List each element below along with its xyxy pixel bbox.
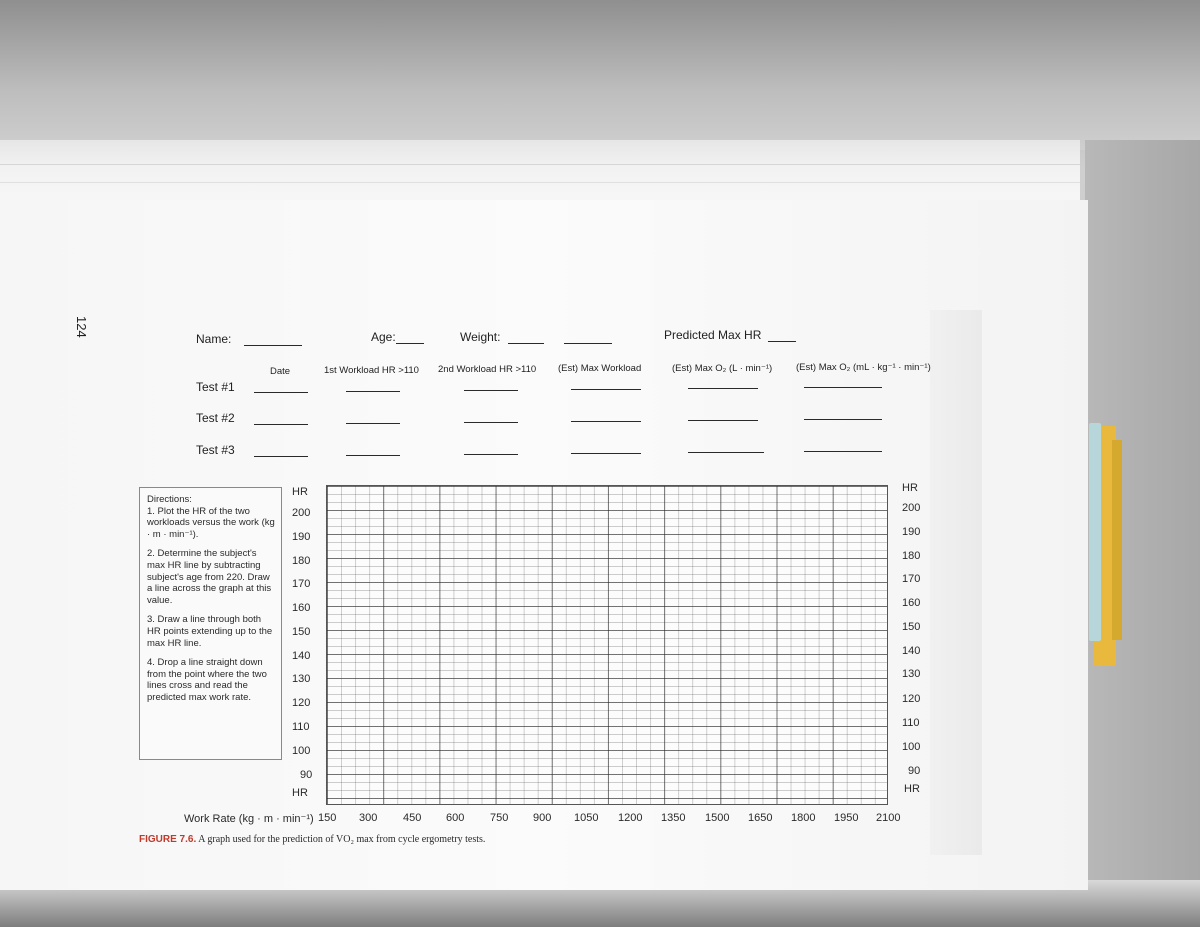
test-1-date-blank[interactable] [254,392,308,393]
right-hr-label-top: HR [902,482,918,494]
x-tick: 1650 [748,812,773,824]
x-tick: 600 [446,812,465,824]
left-y-tick: 110 [292,721,310,733]
x-tick: 1200 [618,812,643,824]
x-tick: 1800 [791,812,816,824]
test-3-vo2l-blank[interactable] [688,452,764,453]
left-y-tick: 150 [292,626,311,638]
test-2-first-blank[interactable] [346,423,400,424]
test-1-vo2ml-blank[interactable] [804,387,882,388]
page-number: 124 [74,316,89,338]
test-2-label: Test #2 [196,411,235,425]
left-y-tick: 120 [292,697,311,709]
x-tick: 1050 [574,812,599,824]
name-label: Name: [196,332,232,346]
age-blank[interactable] [396,343,424,344]
left-y-tick: 160 [292,602,311,614]
test-2-maxwork-blank[interactable] [571,421,641,422]
right-y-tick: 130 [902,668,921,680]
col-max-vo2-ml: (Est) Max O₂ (mL · kg⁻¹ · min⁻¹) [796,362,931,373]
right-y-tick: 90 [908,765,921,777]
left-y-tick: 180 [292,555,311,567]
figure-label: FIGURE 7.6. [139,834,197,845]
test-2-vo2l-blank[interactable] [688,420,758,421]
weight-blank-2[interactable] [564,343,612,344]
weight-blank-1[interactable] [508,343,544,344]
test-1-label: Test #1 [196,380,235,394]
right-y-tick: 160 [902,597,921,609]
test-2-second-blank[interactable] [464,422,518,423]
test-3-date-blank[interactable] [254,456,308,457]
x-tick: 900 [533,812,552,824]
x-tick: 2100 [876,812,901,824]
x-tick: 1500 [705,812,730,824]
right-y-tick: 170 [902,573,921,585]
left-y-tick: 90 [300,769,313,781]
test-3-vo2ml-blank[interactable] [804,451,882,452]
directions-step-4: 4. Drop a line straight down from the point where the two lines cross and read the predicted max work rate. [147,657,267,703]
predicted-max-hr-label: Predicted Max HR [664,328,762,342]
right-y-tick: 140 [902,645,921,657]
directions-step-2: 2. Determine the subject's max HR line by subtracting subject's age from 220. Draw a line across the graph at this value. [147,548,272,606]
right-y-tick: 110 [902,717,920,729]
directions-step-3: 3. Draw a line through both HR points extending up to the max HR line. [147,614,273,649]
right-y-tick: 200 [902,502,921,514]
left-y-tick: 190 [292,531,311,543]
directions-box [139,487,282,760]
x-tick: 1350 [661,812,686,824]
bleed-through-column [930,310,982,855]
scan-background-top [0,0,1200,150]
left-hr-label-bottom: HR [292,787,308,799]
left-y-tick: 170 [292,578,311,590]
right-y-tick: 190 [902,526,921,538]
left-hr-label-top: HR [292,486,308,498]
right-hr-label-bottom: HR [904,783,920,795]
col-first-workload: 1st Workload HR >110 [324,365,419,376]
test-1-second-blank[interactable] [464,390,518,391]
left-y-tick: 140 [292,650,311,662]
x-tick: 1950 [834,812,859,824]
test-3-second-blank[interactable] [464,454,518,455]
figure-caption [139,834,485,845]
directions-heading: Directions: [147,494,192,505]
test-1-maxwork-blank[interactable] [571,389,641,390]
right-y-tick: 100 [902,741,921,753]
figure-caption-text: A graph used for the prediction of VO₂ max from cycle ergometry tests. [198,834,486,845]
left-y-tick: 200 [292,507,311,519]
sticky-tab-yellow-shadow [1112,440,1122,640]
x-tick: 300 [359,812,378,824]
hr-work-rate-grid[interactable] [326,485,888,805]
directions-step-1: 1. Plot the HR of the two workloads versus the work (kg · m · min⁻¹). [147,505,275,540]
col-second-workload: 2nd Workload HR >110 [438,364,537,375]
right-y-tick: 150 [902,621,921,633]
left-y-tick: 130 [292,673,311,685]
test-2-vo2ml-blank[interactable] [804,419,882,420]
test-2-date-blank[interactable] [254,424,308,425]
x-tick: 450 [403,812,422,824]
right-y-tick: 180 [902,550,921,562]
left-y-tick: 100 [292,745,311,757]
predicted-max-hr-blank[interactable] [768,341,796,342]
col-max-workload: (Est) Max Workload [558,363,642,374]
test-1-first-blank[interactable] [346,391,400,392]
x-axis-title: Work Rate (kg · m · min⁻¹) [184,813,314,825]
col-date: Date [270,366,291,377]
sticky-tab-blue [1089,423,1101,641]
x-tick: 150 [318,812,337,824]
age-label: Age: [371,330,396,344]
col-max-vo2-l: (Est) Max O₂ (L · min⁻¹) [672,363,773,374]
test-1-vo2l-blank[interactable] [688,388,758,389]
name-blank[interactable] [244,345,302,346]
weight-label: Weight: [460,330,501,344]
test-3-maxwork-blank[interactable] [571,453,641,454]
x-tick: 750 [490,812,509,824]
test-3-label: Test #3 [196,443,235,457]
right-y-tick: 120 [902,693,921,705]
test-3-first-blank[interactable] [346,455,400,456]
